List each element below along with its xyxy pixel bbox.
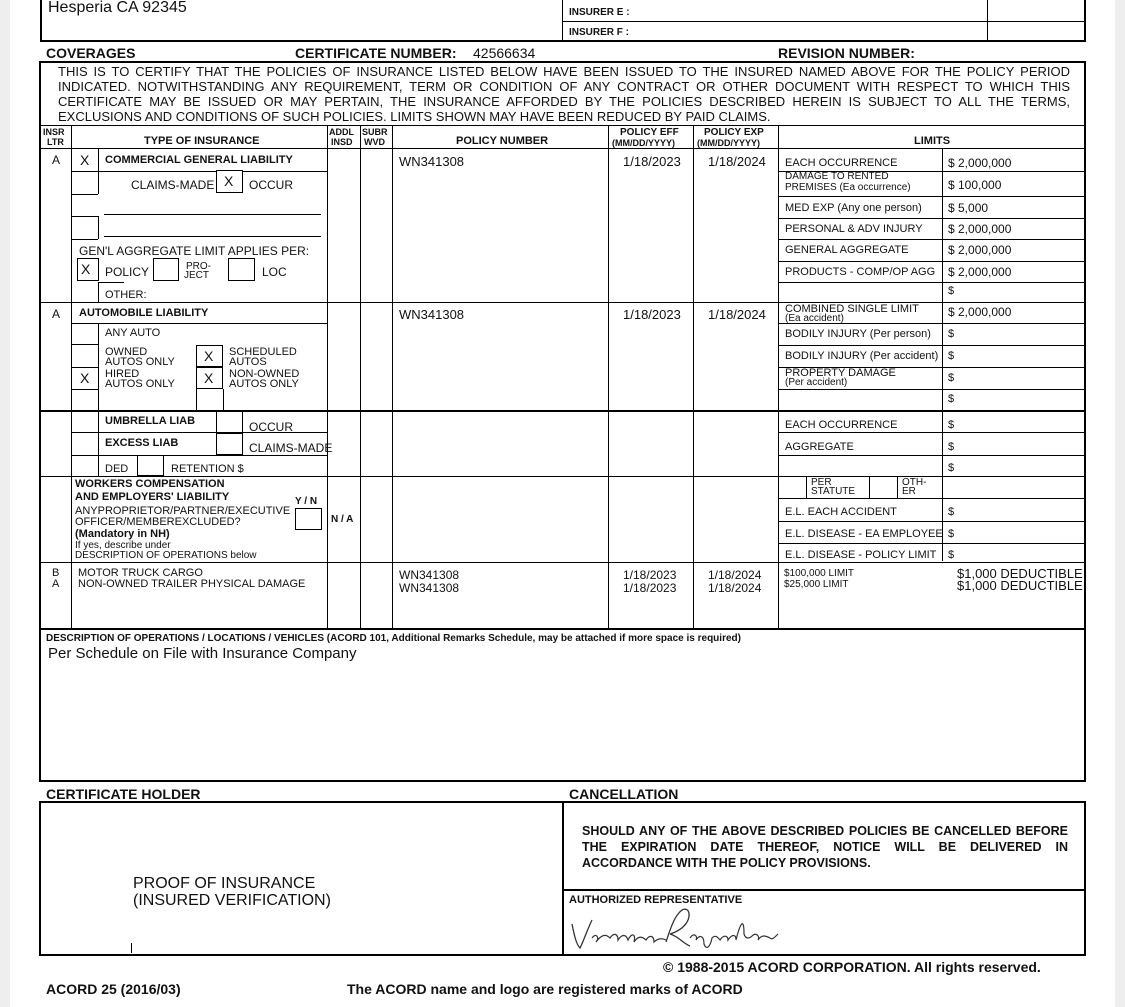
gl-limit-value-3: $ 2,000,000 <box>948 222 1012 236</box>
col-subr-divider <box>392 125 393 629</box>
auto-limit-line-4 <box>778 389 1085 390</box>
auto-lower-col <box>196 389 197 410</box>
other-type-1: NON-OWNED TRAILER PHYSICAL DAMAGE <box>78 578 306 590</box>
gl-occur: OCCUR <box>249 178 293 192</box>
auto-exp-date: 1/18/2024 <box>708 307 766 322</box>
auto-owned-1: OWNED <box>105 346 148 358</box>
col-policy-divider <box>608 125 609 629</box>
umb-limit-value-1: $ <box>948 441 955 453</box>
gl-other: OTHER: <box>105 289 147 301</box>
gl-other-col <box>98 282 99 302</box>
top-left-border <box>40 0 42 42</box>
gl-loc: LOC <box>262 265 287 279</box>
auto-limit-label-2: BODILY INJURY (Per accident) <box>785 350 939 362</box>
revision-number-label: REVISION NUMBER: <box>778 45 915 61</box>
cancellation-divider <box>563 889 1085 891</box>
gl-blank-line-2 <box>104 236 321 237</box>
insurer-e-label: INSURER E : <box>569 7 630 18</box>
gl-line-4 <box>72 239 98 240</box>
auto-lower-col-b <box>223 389 224 410</box>
auto-limit-label-1: BODILY INJURY (Per person) <box>785 328 931 340</box>
gl-project-1: PRO- <box>186 261 211 272</box>
auto-owned-2: AUTOS ONLY <box>105 356 175 368</box>
gl-limit-value-2: $ 5,000 <box>948 201 989 215</box>
wc-line-5: DESCRIPTION OF OPERATIONS below <box>75 550 257 561</box>
wc-yn: Y / N <box>295 496 318 507</box>
header-top-line <box>40 125 1085 126</box>
gl-exp-date: 1/18/2024 <box>708 154 766 169</box>
hdr-wvd: WVD <box>364 137 385 147</box>
hdr-eff-fmt: (MM/DD/YYYY) <box>612 138 675 148</box>
gl-loc-checkbox[interactable] <box>228 258 255 281</box>
auto-hired-mark: X <box>80 370 90 386</box>
certification-statement: THIS IS TO CERTIFY THAT THE POLICIES OF INSURANCE LISTED BELOW HAVE BEEN ISSUED TO THE INSURED NAMED ABOVE FOR THE POLICY PERIOD INDICATED. NOTWITHSTANDING ANY REQUIREMENT, TERM OR CONDITION OF ANY CONTRACT OR OTHER DOCUMENT WITH RESPECT TO WHICH THIS CERTIFICATE MAY BE ISSUED OR MAY PERTAIN, THE INSURANCE AFFORDED BY THE POLICIES DESCRIBED HEREIN IS SUBJECT TO ALL THE TERMS, EXCLUSIONS AND CONDITIONS OF SUCH POLICIES. LIMITS SHOWN MAY HAVE BEEN REDUCED BY PAID CLAIMS. <box>58 64 1070 124</box>
gl-eff-date: 1/18/2023 <box>623 154 681 169</box>
wc-line-2: OFFICER/MEMBEREXCLUDED? <box>75 516 241 528</box>
wc-per-2: STATUTE <box>811 486 856 497</box>
other-ltr-0: B <box>52 567 60 579</box>
authorized-rep-label: AUTHORIZED REPRESENTATIVE <box>569 894 743 906</box>
wc-limit-value-0: $ <box>948 506 955 518</box>
hdr-insr: INSR <box>43 127 65 137</box>
wc-line-4: If yes, describe under <box>75 540 171 551</box>
gl-limit-line-3 <box>778 218 1085 219</box>
holder-tick <box>131 943 132 953</box>
wc-limit-line-1 <box>778 498 1085 499</box>
signature-stroke-v <box>572 920 592 948</box>
umb-excess: EXCESS LIAB <box>105 437 179 449</box>
umb-check-col <box>98 411 99 476</box>
gl-check-col-b <box>98 216 99 239</box>
auto-limit-label-0b: (Ea accident) <box>785 313 844 324</box>
hdr-exp: POLICY EXP <box>704 127 764 138</box>
wc-limit-label-1: E.L. DISEASE - EA EMPLOYEE <box>785 528 943 540</box>
wc-per-right <box>869 477 870 498</box>
auto-nonowned-1: NON-OWNED <box>229 368 300 380</box>
gl-aggregate-applies: GEN'L AGGREGATE LIMIT APPLIES PER: <box>79 244 310 258</box>
auto-policy-number: WN341308 <box>399 307 465 322</box>
umb-limit-value-0: $ <box>948 419 955 431</box>
gl-policy-mark: X <box>81 261 91 277</box>
gl-policy-number: WN341308 <box>399 154 465 169</box>
wc-oth-2: ER <box>902 486 916 497</box>
auto-limit-value-3: $ <box>948 372 955 384</box>
other-deductible-0: $1,000 DEDUCTIBLE <box>957 566 1083 581</box>
left-gutter <box>0 0 10 1007</box>
gl-project-2: JECT <box>184 270 209 281</box>
right-gutter <box>1115 0 1125 1007</box>
auto-eff-date: 1/18/2023 <box>623 307 681 322</box>
other-deductible-1: $1,000 DEDUCTIBLE <box>957 578 1083 593</box>
gl-limit-label-0: EACH OCCURRENCE <box>785 157 898 169</box>
auto-nonowned-mark: X <box>204 370 214 386</box>
umb-claims-made: CLAIMS-MADE <box>249 441 333 455</box>
wc-na: N / A <box>331 514 354 525</box>
auto-line-1 <box>72 323 327 324</box>
hdr-type: TYPE OF INSURANCE <box>144 135 260 147</box>
description-text: Per Schedule on File with Insurance Company <box>48 645 357 662</box>
insured-city: Hesperia CA 92345 <box>48 0 187 16</box>
wc-per-left <box>806 477 807 498</box>
umb-limit-label-0: EACH OCCURRENCE <box>785 419 898 431</box>
signature-stroke-r <box>666 909 690 946</box>
hdr-subr: SUBR <box>362 127 388 137</box>
other-limit-0: $100,000 LIMIT <box>784 568 855 579</box>
other-type-0: MOTOR TRUCK CARGO <box>78 567 203 579</box>
other-eff-1: 1/18/2023 <box>623 581 677 595</box>
wc-title-1: WORKERS COMPENSATION <box>75 478 225 490</box>
footer-trademark: The ACORD name and logo are registered marks of ACORD <box>347 981 743 997</box>
gl-limit-value-5: $ 2,000,000 <box>948 265 1012 279</box>
wc-limit-value-2: $ <box>948 549 955 561</box>
certificate-number-label: CERTIFICATE NUMBER: <box>295 45 457 61</box>
insurer-f-label: INSURER F : <box>569 27 629 38</box>
auto-nonowned-2: AUTOS ONLY <box>229 378 299 390</box>
auto-line-2 <box>72 344 98 345</box>
other-policy-0: WN341308 <box>399 568 460 582</box>
auto-scheduled-mark: X <box>204 348 214 364</box>
top-bottom-line <box>40 40 1086 42</box>
cancellation-heading: CANCELLATION <box>569 786 679 802</box>
footer-copyright: © 1988-2015 ACORD CORPORATION. All rights reserved. <box>663 959 1041 975</box>
umb-limit-label-1: AGGREGATE <box>785 441 854 453</box>
gl-limit-label-2: MED EXP (Any one person) <box>785 202 922 214</box>
auto-limit-label-3: PROPERTY DAMAGE <box>785 367 896 379</box>
footer-form-number: ACORD 25 (2016/03) <box>46 981 181 997</box>
authorized-signature <box>566 904 786 952</box>
umb-ded-checkbox[interactable] <box>137 455 164 476</box>
auto-line-4 <box>72 389 98 390</box>
gl-limit-label-3: PERSONAL & ADV INJURY <box>785 223 923 235</box>
other-policy-1: WN341308 <box>399 581 460 595</box>
auto-scheduled-2: AUTOS <box>229 356 267 368</box>
gl-blank-line-1 <box>104 214 321 215</box>
gl-project-checkbox[interactable] <box>153 258 179 281</box>
auto-limit-value-0: $ 2,000,000 <box>948 305 1012 319</box>
wc-limit-label-0: E.L. EACH ACCIDENT <box>785 506 897 518</box>
auto-line-3 <box>72 367 98 368</box>
gl-limit-label-1b: PREMISES (Ea occurrence) <box>785 182 911 193</box>
other-exp-1: 1/18/2024 <box>708 581 762 595</box>
auto-row-bottom <box>40 410 1085 412</box>
wc-limit-line-2 <box>778 521 1085 522</box>
auto-any-auto: ANY AUTO <box>105 327 161 339</box>
umb-line-2 <box>72 455 327 456</box>
gl-limit-value-4: $ 2,000,000 <box>948 243 1012 257</box>
wc-title-2: AND EMPLOYERS' LIABILITY <box>75 491 230 503</box>
gl-check-mark: X <box>80 152 90 168</box>
signature-stroke-eynalds <box>690 924 778 948</box>
col-exp-divider <box>778 125 779 629</box>
other-exp-0: 1/18/2024 <box>708 568 762 582</box>
wc-oth-1: OTH- <box>902 477 927 488</box>
wc-limit-line-3 <box>778 543 1085 544</box>
auto-limit-value-2: $ <box>948 350 955 362</box>
cancellation-text: SHOULD ANY OF THE ABOVE DESCRIBED POLICIES BE CANCELLED BEFORE THE EXPIRATION DATE THEREOF, NOTICE WILL BE DELIVERED IN ACCORDANCE WITH THE POLICY PROVISIONS. <box>582 824 1068 870</box>
auto-limit-value-1: $ <box>948 328 955 340</box>
other-limit-1: $25,000 LIMIT <box>784 579 849 590</box>
description-heading: DESCRIPTION OF OPERATIONS / LOCATIONS / VEHICLES (ACORD 101, Additional Remarks Schedule, may be attached if more space is required) <box>46 633 741 644</box>
auto-limit-line-2 <box>778 345 1085 346</box>
gl-policy: POLICY <box>105 265 150 279</box>
auto-check-col <box>98 323 99 410</box>
gl-line-3 <box>72 216 98 217</box>
gl-limit-label-5: PRODUCTS - COMP/OP AGG <box>785 266 936 278</box>
wc-oth-left <box>897 477 898 498</box>
gl-line-2 <box>72 194 98 195</box>
gl-limit-label-4: GENERAL AGGREGATE <box>785 244 909 256</box>
hdr-addl: ADDL <box>329 127 354 137</box>
auto-limit-value-4: $ <box>948 393 955 405</box>
gl-limit-value-6: $ <box>948 285 955 297</box>
col-limit-value-divider <box>942 148 943 561</box>
umb-claims-checkbox[interactable] <box>216 433 243 455</box>
gl-limit-line-4 <box>778 239 1085 240</box>
umb-limit-line-2 <box>778 455 1085 456</box>
gl-limit-value-1: $ 100,000 <box>948 178 1002 192</box>
coverages-heading: COVERAGES <box>46 45 136 61</box>
umb-retention: RETENTION $ <box>171 463 244 475</box>
gl-ltr: A <box>52 153 61 167</box>
col-ltr-divider <box>71 125 72 629</box>
gl-limit-label-1: DAMAGE TO RENTED <box>785 171 889 182</box>
gl-title: COMMERCIAL GENERAL LIABILITY <box>105 154 293 166</box>
holder-line-1: PROOF OF INSURANCE <box>133 875 316 892</box>
hdr-policy-number: POLICY NUMBER <box>456 135 549 147</box>
auto-limit-label-0: COMBINED SINGLE LIMIT <box>785 303 919 315</box>
umb-occur: OCCUR <box>249 420 293 434</box>
wc-per-1: PER <box>811 477 832 488</box>
gl-occur-mark: X <box>224 173 234 189</box>
umb-limit-line-1 <box>778 432 1085 433</box>
gl-claims-made: CLAIMS-MADE <box>131 178 215 192</box>
other-ltr-1: A <box>52 578 60 590</box>
gl-limit-line-6 <box>778 282 1085 283</box>
wc-excluded-checkbox[interactable] <box>295 508 322 530</box>
umb-ded: DED <box>105 463 129 475</box>
holder-line-2: (INSURED VERIFICATION) <box>133 892 331 909</box>
gl-limit-line-5 <box>778 261 1085 262</box>
umb-occur-checkbox[interactable] <box>216 411 243 433</box>
certificate-holder-heading: CERTIFICATE HOLDER <box>46 786 201 802</box>
hdr-exp-fmt: (MM/DD/YYYY) <box>697 138 760 148</box>
col-addl-divider <box>360 125 361 629</box>
other-eff-0: 1/18/2023 <box>623 568 677 582</box>
gl-limit-value-0: $ 2,000,000 <box>948 156 1012 170</box>
hdr-ltr: LTR <box>47 137 64 147</box>
auto-hired-2: AUTOS ONLY <box>105 378 175 390</box>
wc-limit-value-1: $ <box>948 528 955 540</box>
auto-limit-label-3b: (Per accident) <box>785 377 848 388</box>
hdr-insd: INSD <box>331 137 353 147</box>
wc-line-1: ANYPROPRIETOR/PARTNER/EXECUTIVE <box>75 505 291 517</box>
signature-stroke-eronica <box>592 934 666 942</box>
wc-limit-label-2: E.L. DISEASE - POLICY LIMIT <box>785 549 937 561</box>
certificate-number: 42566634 <box>473 45 536 61</box>
umb-umbrella: UMBRELLA LIAB <box>105 415 196 427</box>
col-eff-divider <box>693 125 694 629</box>
insurer-row-line <box>562 21 1085 22</box>
header-bottom-line <box>40 148 1085 149</box>
gl-line-1 <box>72 171 327 172</box>
auto-ltr: A <box>52 307 61 321</box>
col-type-divider <box>327 125 328 629</box>
gl-limit-line-2 <box>778 196 1085 197</box>
auto-hired-1: HIRED <box>105 368 140 380</box>
auto-scheduled-1: SCHEDULED <box>229 346 297 358</box>
gl-row-bottom <box>40 302 1085 303</box>
gl-other-line <box>98 282 124 283</box>
wc-row-bottom <box>40 562 1085 563</box>
umb-row-bottom <box>40 476 1085 477</box>
hdr-eff: POLICY EFF <box>620 127 679 138</box>
hdr-limits: LIMITS <box>914 135 951 147</box>
umb-limit-value-2: $ <box>948 462 955 474</box>
auto-title: AUTOMOBILE LIABILITY <box>79 307 209 319</box>
wc-line-3: (Mandatory in NH) <box>75 528 170 540</box>
